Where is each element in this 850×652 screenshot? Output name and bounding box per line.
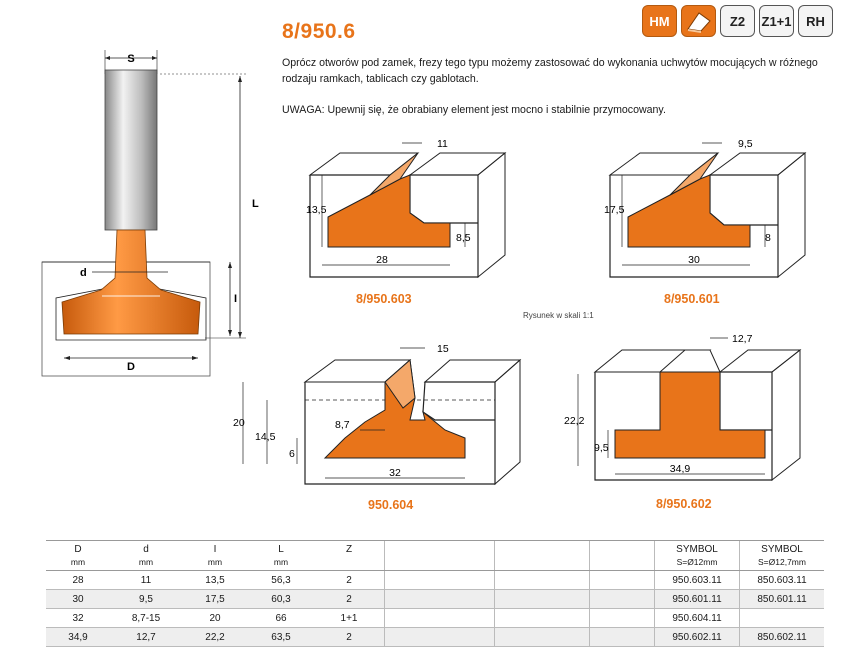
- dim-left: 17,5: [604, 204, 625, 216]
- dim-left-inner: 9,5: [594, 442, 609, 454]
- material-icon: [681, 5, 716, 37]
- i-label: I: [234, 293, 238, 305]
- product-description: Oprócz otworów pod zamek, frezy tego typu możemy zastosować do wykonania uchwytów mocujących w różnego rodzaju ramkach, tablicach czy gablotach.: [282, 57, 818, 85]
- dim-right: 8: [765, 232, 771, 244]
- groove-profile: [615, 372, 765, 458]
- dim-top: 9,5: [738, 138, 753, 150]
- dim-top: 15: [437, 343, 449, 355]
- dim-bottom: 32: [389, 467, 401, 479]
- board-icon: [685, 9, 713, 33]
- col-symbol-12: SYMBOL S=Ø12mm: [655, 541, 740, 571]
- col-blank-3: [590, 541, 655, 571]
- warning-text: UWAGA: Upewnij się, że obrabiany element jest mocno i stabilnie przymocowany.: [282, 104, 666, 116]
- col-d: D mm: [46, 541, 110, 571]
- caption-950601: 8/950.601: [664, 292, 720, 306]
- d-label: d: [80, 267, 87, 279]
- dim-bottom: 28: [376, 254, 388, 266]
- col-symbol-127: SYMBOL S=Ø12,7mm: [740, 541, 825, 571]
- product-code: 8/950.6: [282, 20, 356, 43]
- feature-badges: [642, 5, 833, 37]
- col-blank-2: [495, 541, 590, 571]
- col-i: I mm: [182, 541, 248, 571]
- dim-bottom: 34,9: [669, 463, 691, 475]
- table-row: 30 9,5 17,5 60,3 2 950.601.11 850.601.11: [46, 590, 824, 609]
- col-l: L mm: [248, 541, 314, 571]
- groove-profile: [628, 175, 750, 247]
- diagram-950601: [600, 135, 820, 285]
- shank: [105, 70, 157, 230]
- big-d-label: D: [127, 361, 135, 373]
- dim-left-outer: 22,2: [564, 415, 585, 427]
- badge-z1-1: Z1+1: [759, 5, 794, 37]
- dim-right: 8,5: [456, 232, 471, 244]
- diagram-950604: [225, 340, 535, 490]
- cutter-drawing: [30, 40, 280, 380]
- dim-left-mid: 14,5: [255, 431, 276, 443]
- groove-profile: [328, 175, 450, 247]
- s-label: S: [127, 53, 135, 65]
- dim-left-inner: 6: [289, 448, 295, 460]
- scale-note: Rysunek w skali 1:1: [523, 311, 594, 320]
- dim-bottom: 30: [688, 254, 700, 266]
- col-z: Z: [314, 541, 385, 571]
- badge-hm: HM: [642, 5, 677, 37]
- badge-rh: RH: [798, 5, 833, 37]
- table-row: 32 8,7-15 20 66 1+1 950.604.11: [46, 609, 824, 628]
- diagram-950602: [560, 330, 810, 490]
- cutter-head: [62, 230, 200, 334]
- spec-table: [46, 540, 824, 647]
- table-header: [46, 541, 824, 571]
- badge-z2: Z2: [720, 5, 755, 37]
- caption-950604: 950.604: [368, 498, 414, 512]
- table-row: 34,9 12,7 22,2 63,5 2 950.602.11 850.602.11: [46, 628, 824, 647]
- col-small-d: d mm: [110, 541, 182, 571]
- caption-950603: 8/950.603: [356, 292, 412, 306]
- caption-950602: 8/950.602: [656, 497, 712, 511]
- dim-top: 12,7: [732, 333, 753, 345]
- diagram-950603: [300, 135, 520, 285]
- col-blank: [385, 541, 495, 571]
- l-label: L: [252, 198, 259, 210]
- dim-neck: 8,7: [335, 419, 350, 431]
- table-row: 28 11 13,5 56,3 2 950.603.11 850.603.11: [46, 571, 824, 590]
- dim-left: 13,5: [306, 204, 327, 216]
- dim-top: 11: [437, 138, 448, 150]
- dim-left-outer: 20: [233, 417, 245, 429]
